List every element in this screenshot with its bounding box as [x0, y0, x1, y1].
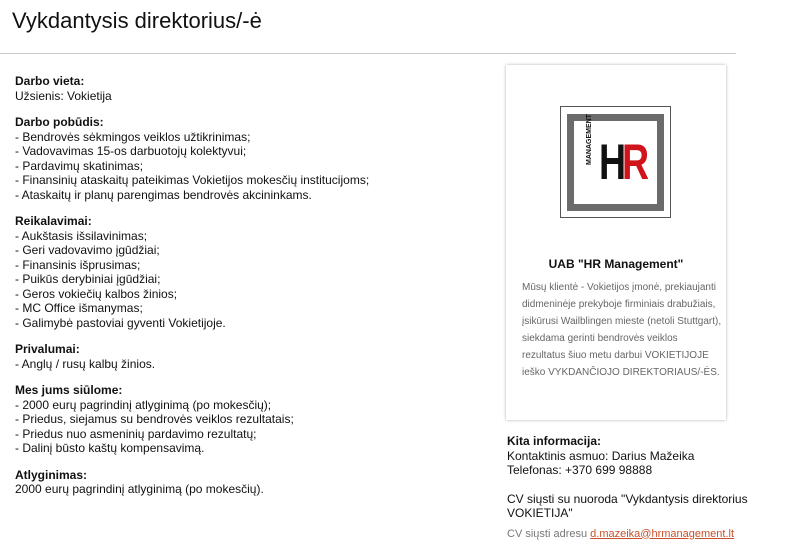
section-line: - Anglų / rusų kalbų žinios.	[15, 356, 156, 371]
section-line: Užsienis: Vokietija	[15, 88, 112, 103]
section	[15, 468, 485, 497]
company-card	[506, 65, 726, 420]
section-heading: Reikalavimai:	[15, 214, 92, 228]
section-line: - Priedus, siejamus su bendrovės veiklos rezultatais;	[15, 412, 294, 426]
section-line: - Ataskaitų ir planų parengimas bendrovės akcininkams.	[15, 187, 312, 202]
section-line: - Puikūs derybiniai įgūdžiai;	[15, 272, 161, 286]
section-heading: Privalumai:	[15, 342, 80, 356]
section	[15, 115, 485, 202]
section-line: - Galimybė pastoviai gyventi Vokietijoje.	[15, 315, 226, 330]
email-link[interactable]: d.mazeika@hrmanagement.lt	[590, 527, 734, 540]
section-line: - Vadovavimas 15-os darbuotojų kolektyvui;	[15, 144, 247, 158]
logo-letter-h: H	[599, 134, 627, 190]
section-line: - Finansinių ataskaitų pateikimas Vokietijos mokesčių institucijoms;	[15, 173, 370, 187]
company-logo	[560, 106, 671, 218]
page-title: Vykdantysis direktorius/-ė	[12, 8, 262, 33]
job-details	[15, 74, 485, 509]
section-heading: Darbo vieta:	[15, 74, 85, 88]
section-line: - Priedus nuo asmeninių pardavimo rezultatų;	[15, 426, 257, 441]
section	[15, 383, 485, 456]
section-line: - Geri vadovavimo įgūdžiai;	[15, 243, 160, 257]
logo-letter-r: R	[622, 134, 650, 190]
company-description: Mūsų klientė - Vokietijos įmonė, prekiaujanti didmeninėje prekyboje firminiais drabužiais, įsikūrusi Wailblingen mieste (netoli Stuttgart), siekdama gerinti bendrovės veiklos rezultatus šiuo metu darbui VOKIETIJOJE ieško VYKDANČIOJO DIREKTORIAUS/-ĖS.	[522, 282, 722, 378]
logo-text: MANAGEMENT	[586, 114, 593, 165]
contact-person: Kontaktinis asmuo: Darius Mažeika	[507, 448, 695, 463]
cv-address	[507, 527, 800, 542]
section-line: 2000 eurų pagrindinį atlyginimą (po mokesčių).	[15, 482, 264, 496]
section	[15, 74, 485, 103]
cv-reference: CV siųsti su nuoroda "Vykdantysis direktorius VOKIETIJA"	[507, 491, 748, 520]
section	[15, 342, 485, 371]
divider	[0, 53, 736, 54]
section	[15, 214, 485, 330]
section-line: - Pardavimų skatinimas;	[15, 158, 144, 173]
section-line: - Dalinį būsto kaštų kompensavimą.	[15, 441, 205, 455]
phone: Telefonas: +370 699 98888	[507, 463, 653, 477]
other-info-heading: Kita informacija:	[507, 434, 602, 448]
section-heading: Darbo pobūdis:	[15, 115, 104, 129]
section-heading: Atlyginimas:	[15, 467, 88, 482]
section-line: - 2000 eurų pagrindinį atlyginimą (po mokesčių);	[15, 397, 272, 412]
other-info	[507, 434, 800, 541]
company-name: UAB "HR Management"	[548, 257, 684, 271]
section-heading: Mes jums siūlome:	[15, 383, 123, 397]
section-line: - Bendrovės sėkmingos veiklos užtikrinimas;	[15, 129, 251, 144]
section-line: - Aukštasis išsilavinimas;	[15, 228, 148, 243]
cv-address-label: CV siųsti adresu	[507, 527, 591, 540]
section-line: - MC Office išmanymas;	[15, 301, 143, 315]
section-line: - Finansinis išprusimas;	[15, 257, 141, 272]
section-line: - Geros vokiečių kalbos žinios;	[15, 286, 178, 301]
